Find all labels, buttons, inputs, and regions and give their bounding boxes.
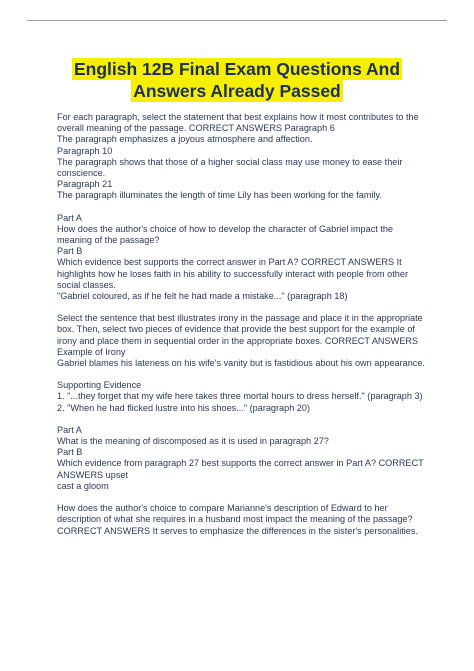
title-line-2: Answers Already Passed [133, 81, 341, 101]
question-block [57, 503, 429, 537]
text-line: Paragraph 10 [57, 145, 113, 156]
text-line: Gabriel blames his lateness on his wife's vanity but is fastidious about his own appearance. [57, 358, 425, 369]
document-body [57, 112, 429, 537]
text-line: Which evidence best supports the correct answer in Part A? CORRECT ANSWERS It highlights how he loses faith in his ability to successfully interact with people from other social classes. [57, 257, 408, 290]
text-line: The paragraph illuminates the length of time Lily has been working for the family. [57, 190, 382, 201]
text-line: Which evidence from paragraph 27 best supports the correct answer in Part A? CORRECT ANSWERS upset [57, 458, 424, 480]
text-line: For each paragraph, select the statement that best explains how it most contributes to the overall meaning of the passage. CORRECT ANSWERS Paragraph 6 [57, 112, 419, 134]
question-block [57, 112, 429, 202]
text-line: How does the author's choice of how to develop the character of Gabriel impact the meaning of the passage? [57, 223, 394, 246]
text-line: The paragraph emphasizes a joyous atmosphere and affection. [57, 134, 313, 145]
top-rule [27, 20, 447, 21]
text-line: How does the author's choice to compare Marianne's description of Edward to her description of what she requires in a husband most impact the meaning of the passage? CORRECT ANSWERS It serves to emphasize the differences in the sister's personalities. [57, 503, 418, 536]
text-line: Paragraph 21 [57, 179, 113, 190]
text-line: Supporting Evidence [57, 380, 142, 391]
text-line: Select the sentence that best illustrates irony in the passage and place it in the appropriate box. Then, select two pieces of evidence that provide the best support for the example of irony and place them in sequential order in the appropriate boxes. CORRECT ANSWERS Example of Irony [57, 313, 423, 357]
text-line: 2. "When he had flicked lustre into his shoes..." (paragraph 20) [57, 402, 310, 413]
text-line: "Gabriel coloured, as if he felt he had made a mistake..." (paragraph 18) [57, 291, 348, 302]
text-line: 1. "...they forget that my wife here takes three mortal hours to dress herself." (paragraph 3) [57, 391, 423, 402]
question-block [57, 380, 429, 414]
title-line-1: English 12B Final Exam Questions And [73, 59, 401, 79]
text-line: cast a gloom [57, 480, 109, 491]
question-block [57, 425, 429, 492]
text-line: Part B [57, 447, 83, 458]
text-line: What is the meaning of discomposed as it is used in paragraph 27? [57, 436, 329, 447]
text-line: The paragraph shows that those of a higher social class may use money to ease their conscience. [57, 156, 403, 179]
text-line: Part A [57, 212, 82, 223]
text-line: Part A [57, 424, 82, 435]
question-block [57, 313, 429, 369]
text-line: Part B [57, 246, 83, 257]
document-title [62, 58, 412, 102]
question-block [57, 213, 429, 303]
